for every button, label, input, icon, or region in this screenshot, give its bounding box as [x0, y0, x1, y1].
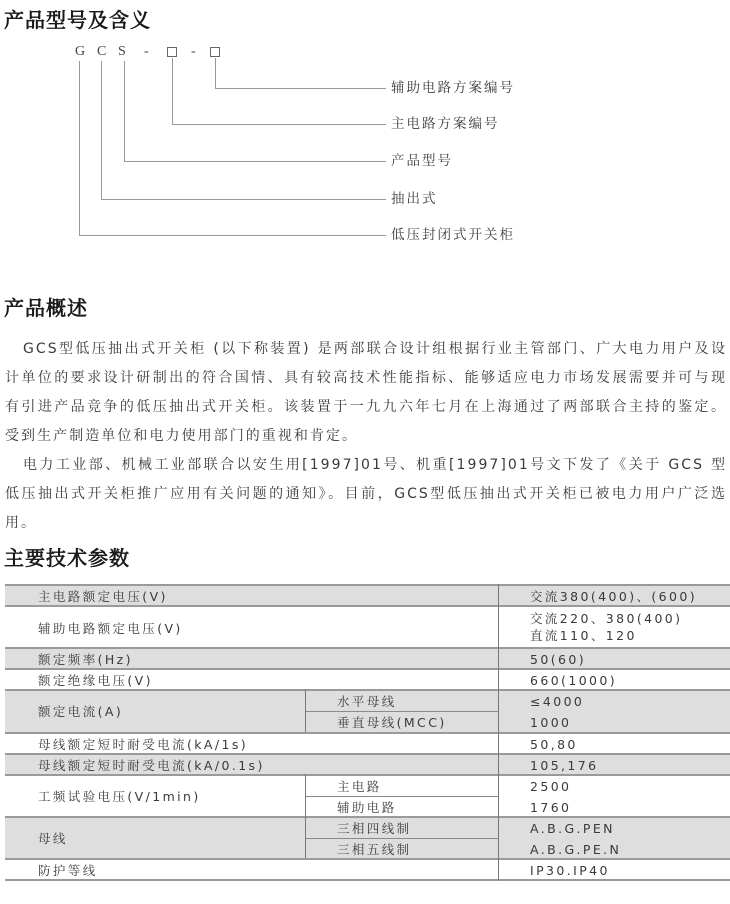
param-name: 工频试验电压(V/1min) — [38, 789, 201, 804]
param-name: 母线额定短时耐受电流(kA/0.1s) — [38, 758, 265, 773]
param-name: 母线 — [38, 831, 68, 846]
section-title-params: 主要技术参数 — [4, 546, 130, 570]
param-value: IP30.IP40 — [530, 863, 610, 878]
sub-row-divider — [305, 796, 498, 797]
code-char-c: C — [97, 44, 107, 59]
placeholder-box-main-circuit — [167, 47, 177, 57]
leader-line — [215, 88, 386, 89]
param-value: 2500 — [530, 779, 572, 794]
param-value: ≤4000 — [530, 694, 585, 709]
leader-line — [79, 235, 386, 236]
param-value: 1760 — [530, 800, 572, 815]
code-dash-1: - — [144, 44, 149, 59]
param-value: A.B.G.PEN — [530, 821, 615, 836]
param-sub-label: 辅助电路 — [337, 800, 397, 815]
param-value: 660(1000) — [530, 673, 618, 688]
meaning-main-circuit-scheme: 主电路方案编号 — [391, 116, 500, 132]
param-name: 额定频率(Hz) — [38, 652, 133, 667]
param-name: 额定电流(A) — [38, 704, 124, 719]
overview-text — [5, 335, 727, 538]
meaning-aux-circuit-scheme: 辅助电路方案编号 — [391, 80, 515, 96]
param-value: 105,176 — [530, 758, 599, 773]
overview-paragraph-1: GCS型低压抽出式开关柜 (以下称装置) 是两部联合设计组根据行业主管部门、广大电力用户及设计单位的要求设计研制出的符合国情、具有较高技术性能指标、能够适应电力市场发展需要并可与现有引进产品竞争的低压抽出式开关柜。该装置于一九九六年七月在上海通过了两部联合主持的鉴定。受到生产制造单位和电力使用部门的重视和肯定。 — [5, 341, 727, 444]
sub-row-divider — [305, 711, 498, 712]
table-row — [5, 605, 730, 647]
placeholder-box-aux-circuit — [210, 47, 220, 57]
param-name: 主电路额定电压(V) — [38, 589, 168, 604]
column-divider-value — [498, 584, 499, 881]
param-name: 母线额定短时耐受电流(kA/1s) — [38, 737, 249, 752]
param-sub-label: 垂直母线(MCC) — [337, 715, 447, 730]
sub-row-divider — [305, 838, 498, 839]
code-char-s: S — [118, 44, 126, 59]
table-row — [5, 689, 730, 732]
table-row — [5, 816, 730, 858]
table-row — [5, 584, 730, 605]
param-value-line1: 交流220、380(400) — [530, 611, 683, 626]
leader-line — [215, 58, 216, 89]
param-value: 交流380(400)、(600) — [530, 589, 697, 604]
param-name: 辅助电路额定电压(V) — [38, 621, 183, 636]
section-title-overview: 产品概述 — [4, 296, 88, 320]
table-row — [5, 753, 730, 774]
param-sub-label: 三相五线制 — [337, 842, 412, 857]
param-value-line2: 直流110、120 — [530, 628, 637, 643]
param-name: 额定绝缘电压(V) — [38, 673, 153, 688]
leader-line — [172, 58, 173, 125]
meaning-withdrawable: 抽出式 — [391, 191, 438, 207]
param-value: 50(60) — [530, 652, 586, 667]
overview-paragraph-2: 电力工业部、机械工业部联合以安生用[1997]01号、机重[1997]01号文下发了《关于 GCS 型低压抽出式开关柜推广应用有关问题的通知》。目前，GCS型低压抽出式开关柜已被电力用户广泛选用。 — [5, 457, 727, 531]
table-row — [5, 647, 730, 668]
leader-line — [101, 199, 386, 200]
param-name: 防护等线 — [38, 863, 98, 878]
param-value: 1000 — [530, 715, 572, 730]
code-dash-2: - — [191, 44, 196, 59]
leader-line — [101, 61, 102, 200]
meaning-product-model: 产品型号 — [391, 153, 453, 169]
table-row — [5, 668, 730, 689]
param-value: 50,80 — [530, 737, 578, 752]
meaning-lv-enclosed-switchgear: 低压封闭式开关柜 — [391, 227, 515, 243]
params-table — [5, 584, 730, 880]
param-sub-label: 三相四线制 — [337, 821, 412, 836]
param-sub-label: 主电路 — [337, 779, 382, 794]
leader-line — [79, 61, 80, 236]
param-sub-label: 水平母线 — [337, 694, 397, 709]
column-divider-sub — [305, 689, 306, 732]
table-row — [5, 732, 730, 753]
leader-line — [124, 61, 125, 162]
model-code-diagram — [0, 0, 730, 260]
section-title-model: 产品型号及含义 — [4, 8, 151, 32]
table-row — [5, 774, 730, 816]
column-divider-sub — [305, 774, 306, 858]
leader-line — [172, 124, 386, 125]
param-value: A.B.G.PE.N — [530, 842, 622, 857]
leader-line — [124, 161, 386, 162]
code-char-g: G — [75, 44, 86, 59]
table-row — [5, 858, 730, 881]
